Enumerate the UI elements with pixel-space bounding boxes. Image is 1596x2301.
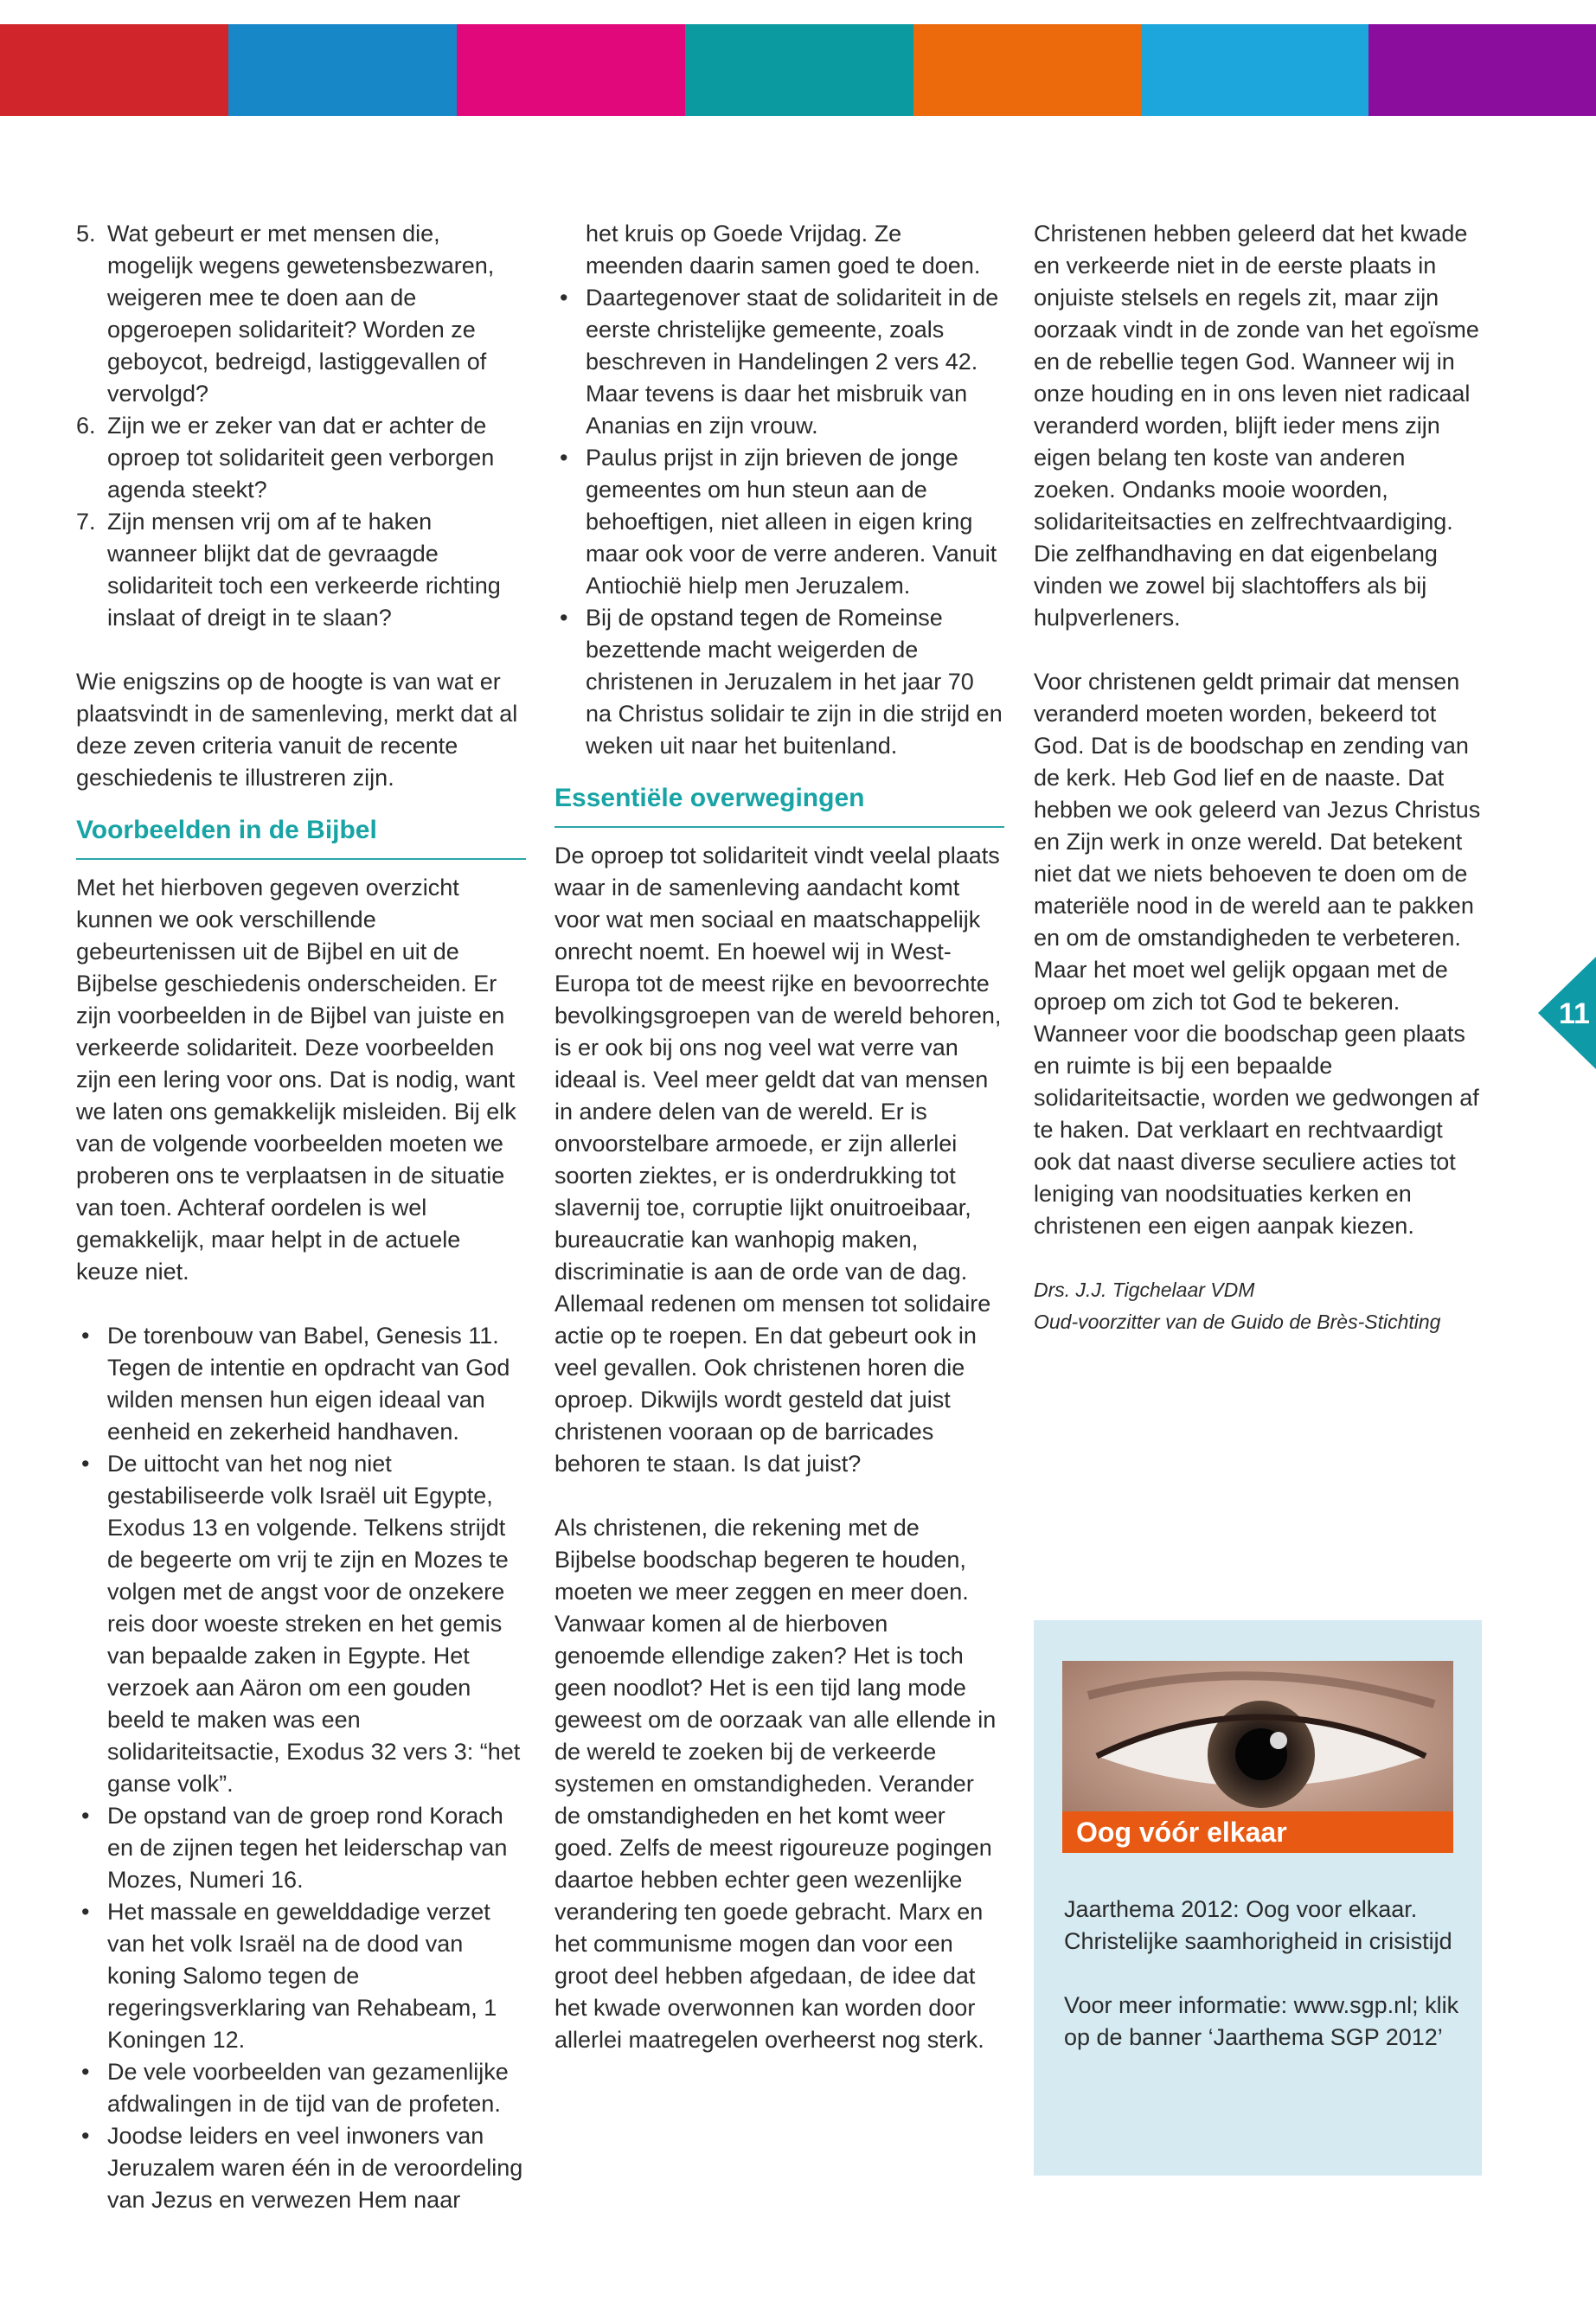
list-item: • De uittocht van het nog niet gestabiliseerde volk Israël uit Egypte, Exodus 13 en volgende. Telkens strijdt de begeerte om vrij te zijn en Mozes te volgen met de angst voor de onzekere reis door woeste streken en het gemis van bepaalde zaken in Egypte. Het verzoek aan Aäron om een gouden beeld te maken was een solidariteitsactie, Exodus 32 vers 3: “het ganse volk”. — [76, 1448, 526, 1800]
bullet-icon: • — [560, 605, 568, 631]
list-item: • De vele voorbeelden van gezamenlijke afdwalingen in de tijd van de profeten. — [76, 2056, 526, 2120]
bullet-icon: • — [81, 1803, 90, 1829]
item-number: 7. — [76, 509, 96, 535]
paragraph: Met het hierboven gegeven overzicht kunnen we ook verschillende gebeurtenissen uit de Bijbel en uit de Bijbelse geschiedenis onderscheiden. Er zijn voorbeelden in de Bijbel van juiste en verkeerde solidariteit. Deze voorbeelden zijn een lering voor ons. Dat is nodig, want we laten ons gemakkelijk misleiden. Bij elk van de volgende voorbeelden moeten we proberen ons te verplaatsen in de situatie van toen. Achteraf oordelen is wel gemakkelijk, maar helpt in de actuele keuze niet. — [76, 875, 516, 1285]
paragraph: het kruis op Goede Vrijdag. Ze meenden daarin samen goed te doen. — [586, 221, 981, 279]
item-text: Wat gebeurt er met mensen die, mogelijk wegens gewetensbezwaren, weigeren mee te doen aan de opgeroepen solidariteit? Worden ze geboycot, bedreigd, lastiggevallen of vervolgd? — [107, 221, 495, 407]
info-box — [1034, 1620, 1482, 2176]
bullet-icon: • — [81, 2123, 90, 2149]
bullet-icon: • — [81, 1451, 90, 1477]
stripe-orange — [913, 24, 1142, 116]
column-2 — [554, 218, 1004, 2056]
bullet-icon: • — [81, 1323, 90, 1349]
list-item: • Paulus prijst in zijn brieven de jonge gemeentes om hun steun aan de behoeftigen, niet alleen in eigen kring maar ook voor de verre anderen. Vanuit Antiochië hielp men Jeruzalem. — [554, 442, 1004, 602]
criteria-item — [76, 218, 526, 410]
stripe-teal — [685, 24, 913, 116]
info-text — [1064, 1894, 1471, 2054]
stripe-red — [0, 24, 228, 116]
item-number: 6. — [76, 413, 96, 439]
list-item: • De torenbouw van Babel, Genesis 11. Tegen de intentie en opdracht van God wilden mensen hun eigen ideaal van eenheid en zekerheid handhaven. — [76, 1320, 526, 1448]
paragraph: De oproep tot solidariteit vindt veelal plaats waar in de samenleving aandacht komt voor wat men sociaal en maatschappelijk onrecht noemt. En hoewel wij in West-Europa tot de meest rijke en bevoorrechte bevolkingsgroepen van de wereld behoren, is er ook bij ons nog veel wat verre van ideaal is. Veel meer geldt dat van mensen in andere delen van de wereld. Er is onvoorstelbare armoede, er zijn allerlei soorten ziektes, er is onderdrukking tot slavernij toe, corruptie lijkt onuitroeibaar, bureaucratie kan wanhopig maken, discriminatie is aan de orde van de dag. Allemaal redenen om mensen tot solidaire actie op te roepen. En dat gebeurt ook in veel gevallen. Ook christenen horen die oproep. Dikwijls wordt gesteld dat juist christenen vooraan op de barricades behoren te staan. Is dat juist? — [554, 843, 1002, 1477]
eye-banner-image[interactable] — [1062, 1661, 1453, 1853]
author-name: Drs. J.J. Tigchelaar VDM — [1034, 1279, 1255, 1301]
list-item: • De opstand van de groep rond Korach en de zijnen tegen het leiderschap van Mozes, Numeri 16. — [76, 1800, 526, 1896]
item-number: 5. — [76, 221, 96, 247]
section-heading: Essentiële overwegingen — [554, 781, 1004, 828]
bullet-icon: • — [81, 1899, 90, 1925]
bullet-icon: • — [560, 285, 568, 311]
bullet-icon: • — [81, 2059, 90, 2085]
list-item: • Daartegenover staat de solidariteit in de eerste christelijke gemeente, zoals beschreven in Handelingen 2 vers 42. Maar tevens is daar het misbruik van Ananias en zijn vrouw. — [554, 282, 1004, 442]
paragraph: Als christenen, die rekening met de Bijbelse boodschap begeren te houden, moeten we meer zeggen en meer doen. Vanwaar komen al de hierboven genoemde ellendige zaken? Het is toch geen noodlot? Het is een tijd lang mode geweest om de oorzaak van alle ellende in de wereld te zoeken bij de verkeerde systemen en omstandigheden. Verander de omstandigheden en het komt weer goed. Zelfs de meest rigoureuze pogingen daartoe hebben echter geen wezenlijke verandering ten goede gebracht. Marx en het communisme mogen dan voor een groot deel hebben afgedaan, de idee dat het kwade overwonnen kan worden door allerlei maatregelen overheerst nog sterk. — [554, 1515, 997, 2053]
list-item: • Het massale en gewelddadige verzet van het volk Israël na de dood van koning Salomo tegen de regeringsverklaring van Rehabeam, 1 Koningen 12. — [76, 1896, 526, 2056]
paragraph: Voor christenen geldt primair dat mensen veranderd moeten worden, bekeerd tot God. Dat is de boodschap en zending van de kerk. Heb God lief en de naaste. Dat hebben we ook geleerd van Jezus Christus en Zijn werk in onze wereld. Dat betekent niet dat we niets behoeven te doen om de materiële nood in de wereld aan te pakken en om de omstandigheden te verbeteren. Maar het moet wel gelijk opgaan met de oproep om zich tot God te bekeren. Wanneer voor die boodschap geen plaats en ruimte is bij een bepaalde solidariteitsactie, worden we gedwongen af te haken. Dat verklaart en rechtvaardigt ook dat naast diverse seculiere acties tot leniging van noodsituaties kerken en christenen een eigen aanpak kiezen. — [1034, 669, 1481, 1239]
more-info-text: Voor meer informatie: www.sgp.nl; klik op de banner ‘Jaarthema SGP 2012’ — [1064, 1992, 1459, 2050]
paragraph: Wie enigszins op de hoogte is van wat er plaatsvindt in de samenleving, merkt dat al deze zeven criteria vanuit de recente geschiedenis te illustreren zijn. — [76, 669, 518, 791]
solidarity-list — [554, 282, 1004, 762]
bullet-icon: • — [560, 445, 568, 471]
theme-text: Jaarthema 2012: Oog voor elkaar. Christelijke saamhorigheid in crisistijd — [1064, 1896, 1452, 1954]
column-3 — [1034, 218, 1484, 1338]
item-text: Zijn we er zeker van dat er achter de oproep tot solidariteit geen verborgen agenda steekt? — [107, 413, 495, 503]
section-heading: Voorbeelden in de Bijbel — [76, 813, 526, 860]
stripe-cyan — [1142, 24, 1368, 116]
stripe-purple — [1368, 24, 1596, 116]
criteria-list — [76, 218, 526, 634]
criteria-item — [76, 410, 526, 506]
color-stripe-header — [0, 24, 1596, 116]
paragraph: Christenen hebben geleerd dat het kwade en verkeerde niet in de eerste plaats in onjuiste stelsels en regels zit, maar zijn oorzaak vindt in de zonde van het egoïsme en de rebellie tegen God. Wanneer wij in onze houding en in ons leven niet radicaal veranderd worden, blijft ieder mens zijn eigen belang ten koste van anderen zoeken. Ondanks mooie woorden, solidariteitsacties en zelfrechtvaardiging. Die zelfhandhaving en dat eigenbelang vinden we zowel bij slachtoffers als bij hulpverleners. — [1034, 221, 1479, 631]
author-role: Oud-voorzitter van de Guido de Brès-Stichting — [1034, 1311, 1441, 1333]
bible-examples-list — [76, 1320, 526, 2216]
stripe-blue — [228, 24, 457, 116]
criteria-item — [76, 506, 526, 634]
banner-title: Oog vóór elkaar — [1062, 1811, 1453, 1853]
stripe-magenta — [457, 24, 685, 116]
item-text: Zijn mensen vrij om af te haken wanneer blijkt dat de gevraagde solidariteit toch een verkeerde richting inslaat of dreigt in te slaan? — [107, 509, 501, 631]
list-item: • Bij de opstand tegen de Romeinse bezettende macht weigerden de christenen in Jeruzalem in het jaar 70 na Christus solidair te zijn in die strijd en weken uit naar het buitenland. — [554, 602, 1004, 762]
page-number: 11 — [1559, 997, 1590, 1030]
list-item: • Joodse leiders en veel inwoners van Jeruzalem waren één in de veroordeling van Jezus en verwezen Hem naar — [76, 2120, 526, 2216]
column-1 — [76, 218, 526, 2216]
